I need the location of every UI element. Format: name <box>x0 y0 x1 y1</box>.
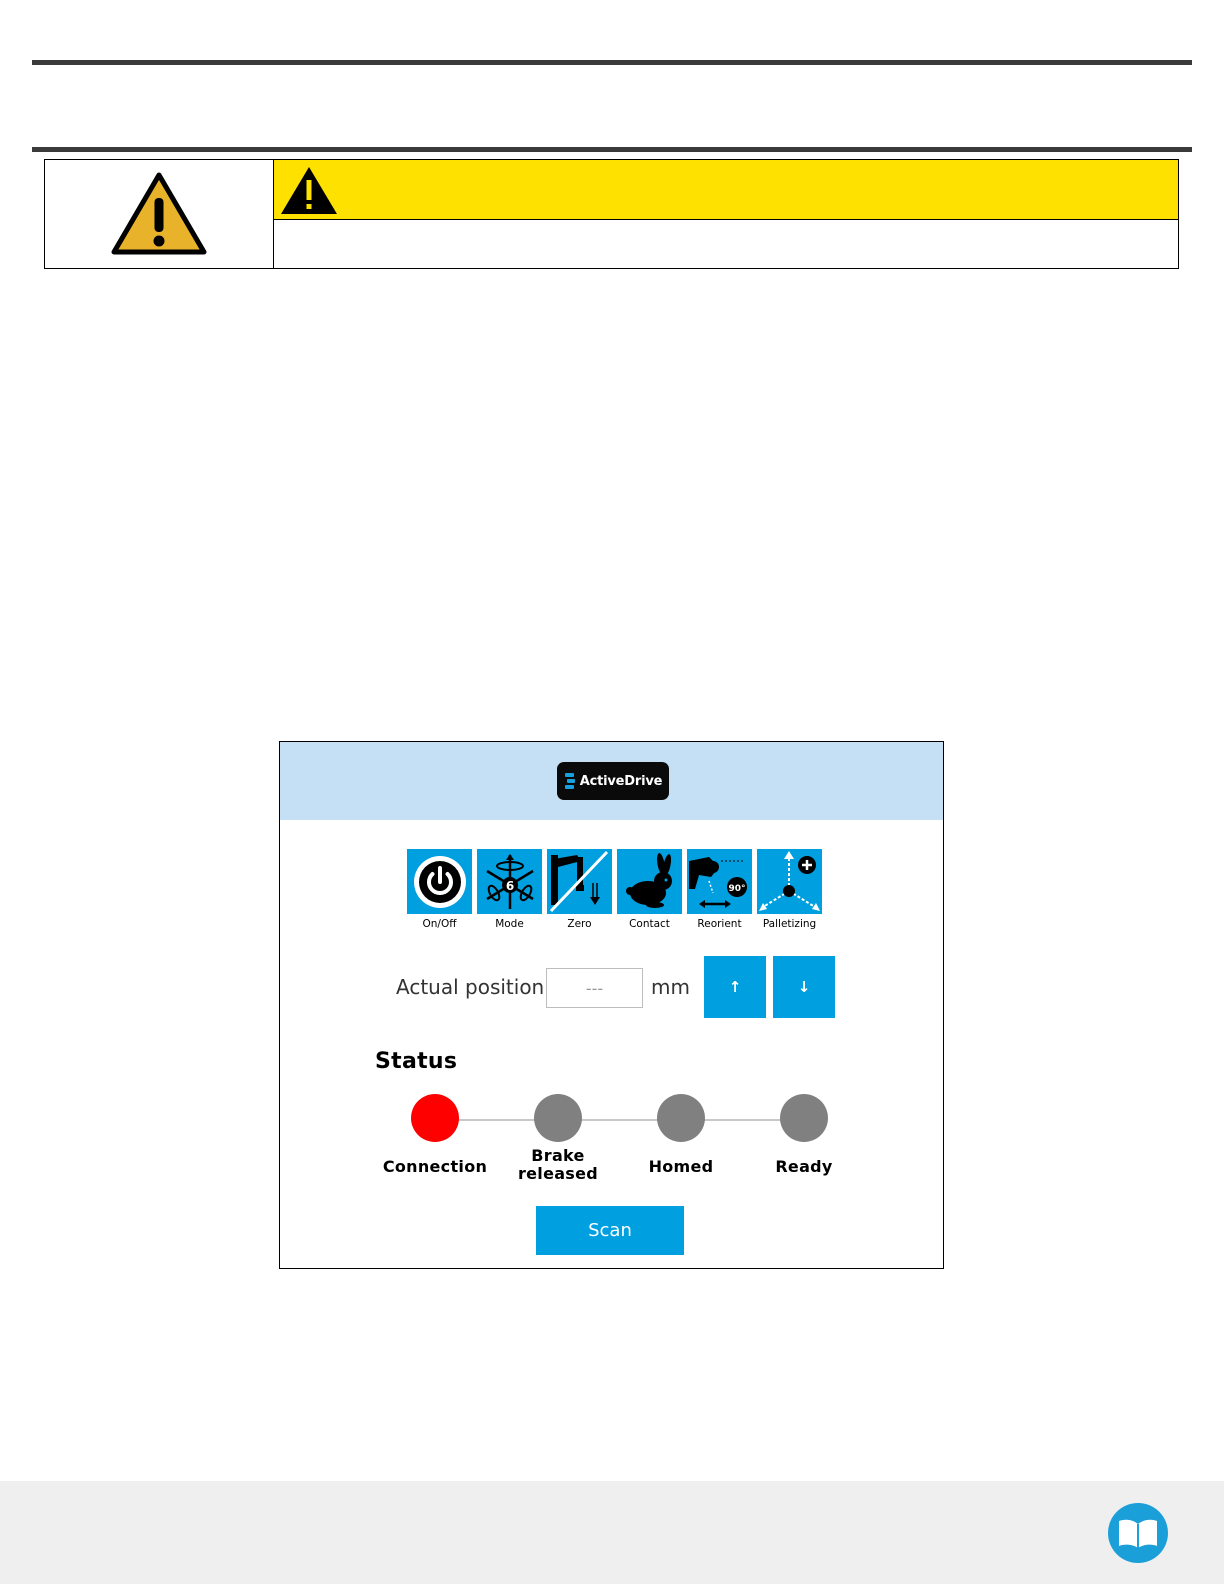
on-off-button[interactable] <box>407 849 472 914</box>
status-dot-brake-released <box>534 1094 582 1142</box>
mode-button[interactable] <box>477 849 542 914</box>
tile-label: Reorient <box>697 918 742 930</box>
warning-triangle-icon <box>109 170 209 258</box>
palletizing-button[interactable] <box>757 849 822 914</box>
zero-robot-icon <box>547 849 612 914</box>
page-footer <box>0 1481 1224 1584</box>
tile-label: Palletizing <box>762 918 817 930</box>
header-rule-bottom <box>32 147 1192 152</box>
caution-body <box>274 220 1178 268</box>
warning-small-icon <box>278 164 340 216</box>
scan-button[interactable] <box>536 1206 684 1255</box>
status-dot-homed <box>657 1094 705 1142</box>
status-track <box>437 1119 807 1121</box>
status-label-text: released <box>517 1164 599 1183</box>
tile-mode <box>477 849 542 930</box>
mode-badge: 6 <box>505 878 514 893</box>
tile-reorient <box>687 849 752 930</box>
zero-button[interactable] <box>547 849 612 914</box>
arrow-up-icon: ↑ <box>728 978 742 996</box>
activedrive-logo <box>557 762 669 800</box>
activedrive-logo-icon <box>564 772 576 790</box>
status-label-text: Homed <box>648 1157 714 1176</box>
open-book-icon <box>1116 1516 1160 1550</box>
tile-label: Contact <box>629 918 670 930</box>
caution-box <box>44 159 1179 269</box>
palletizing-icon <box>757 849 822 914</box>
tile-label: Zero <box>567 918 592 930</box>
status-label-connection <box>370 1158 500 1176</box>
function-tiles <box>407 849 822 930</box>
jog-down-button[interactable] <box>773 956 835 1018</box>
tile-contact <box>617 849 682 930</box>
position-unit: mm <box>651 975 690 999</box>
jog-up-button[interactable] <box>704 956 766 1018</box>
panel-header <box>280 742 943 820</box>
actual-position-field[interactable] <box>546 968 643 1008</box>
rabbit-icon <box>621 853 679 911</box>
status-label-text: Brake <box>531 1146 585 1165</box>
header-rule-top <box>32 60 1192 65</box>
tile-label: Mode <box>495 918 524 930</box>
contact-button[interactable] <box>617 849 682 914</box>
status-label-brake-released <box>493 1147 623 1183</box>
activedrive-panel <box>279 741 944 1269</box>
reorient-badge: 90° <box>728 884 746 894</box>
status-label-homed <box>616 1158 746 1176</box>
status-label-text: Connection <box>382 1157 488 1176</box>
manual-book-icon <box>1108 1503 1168 1563</box>
status-label-text: Ready <box>775 1157 833 1176</box>
arrow-down-icon: ↓ <box>797 978 811 996</box>
scan-label: Scan <box>588 1220 632 1241</box>
power-icon <box>412 854 468 910</box>
reorient-90-icon <box>687 849 752 914</box>
caution-content <box>274 160 1178 268</box>
tile-palletizing <box>757 849 822 930</box>
caution-header <box>274 160 1178 220</box>
status-dot-ready <box>780 1094 828 1142</box>
logo-text: ActiveDrive <box>579 773 663 789</box>
reorient-button[interactable] <box>687 849 752 914</box>
status-label-ready <box>739 1158 869 1176</box>
caution-icon-cell <box>45 160 274 268</box>
mode-6dof-icon <box>479 851 541 913</box>
tile-label: On/Off <box>422 918 457 930</box>
actual-position-label: Actual position <box>396 975 545 999</box>
tile-on-off <box>407 849 472 930</box>
status-dot-connection <box>411 1094 459 1142</box>
tile-zero <box>547 849 612 930</box>
status-title: Status <box>375 1049 458 1074</box>
